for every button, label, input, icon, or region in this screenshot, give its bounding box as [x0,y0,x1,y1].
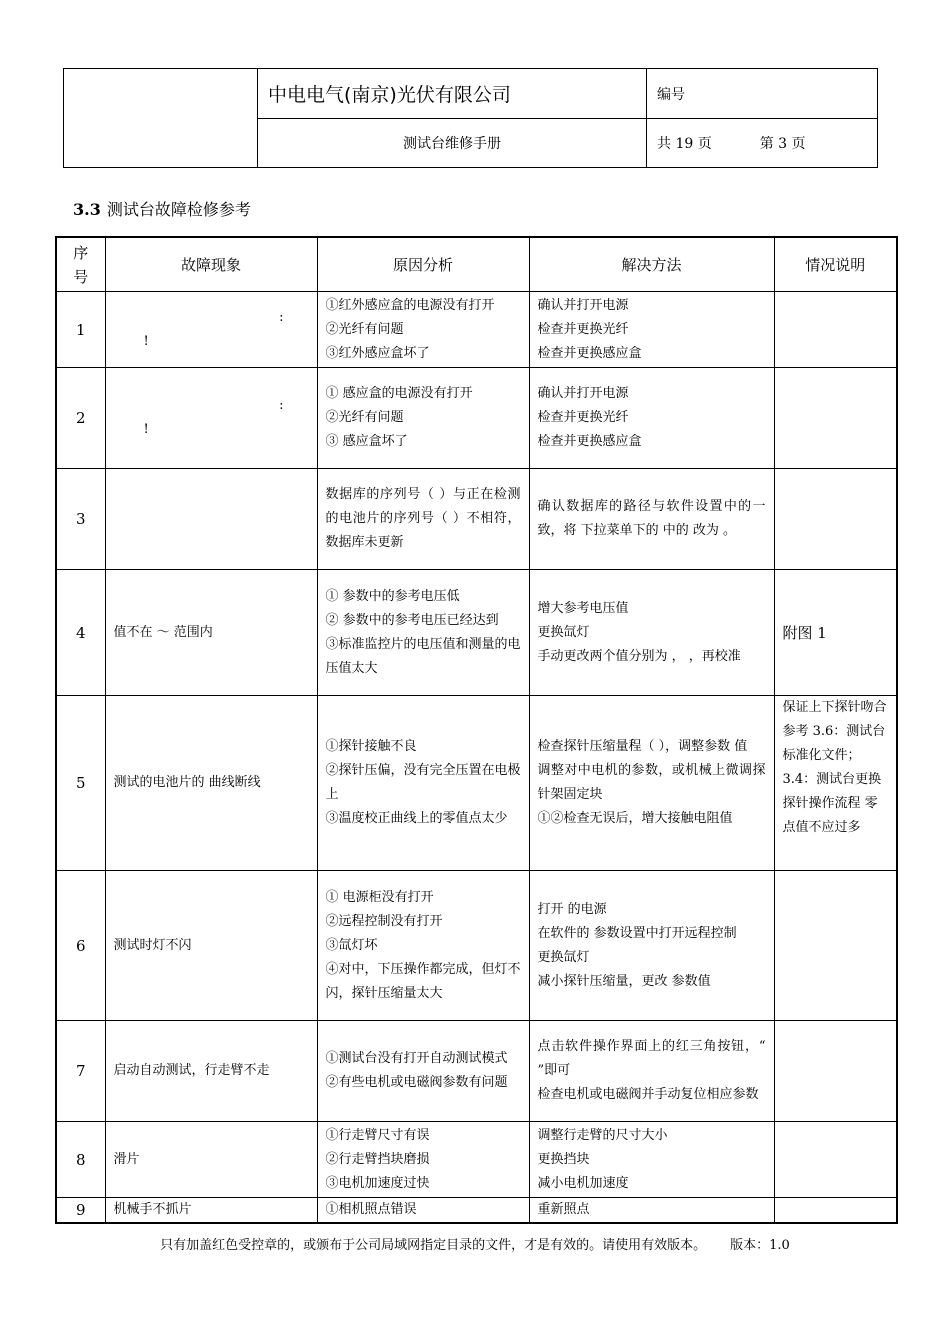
solution-line: 减小探针压缩量，更改 参数值 [537,973,711,989]
row-number: 5 [56,696,105,871]
solution-line: 打开 的电源 [537,901,607,917]
note-cell [774,292,897,368]
cause-line: ③红外感应盒坏了 [325,345,430,361]
solution-line: 增大参考电压值 [537,600,629,616]
cause-line: ① 电源柜没有打开 [325,889,434,905]
table-row [56,368,897,469]
fault-table [55,236,898,1224]
solution-line: 更换氙灯 [537,624,590,640]
cause-line: ②行走臂挡块磨损 [325,1151,430,1167]
table-row [56,871,897,1021]
cause-line: ①测试台没有打开自动测试模式 [325,1051,508,1066]
footer-version: 版本：1.0 [730,1238,790,1253]
solution-line: 减小电机加速度 [537,1175,629,1191]
table-row [56,1198,897,1224]
total-pages: 共 19 页 [657,136,712,152]
fault-mark: : [279,309,284,325]
footer-notice: 只有加盖红色受控章的，或颁布于公司局域网指定目录的文件，才是有效的。请使用有效版本。 [160,1238,707,1253]
cause-cell [317,1021,529,1122]
table-header-row [56,237,897,292]
solution-line: 检查并更换光纤 [537,410,629,425]
fault-cell: 测试时灯不闪 [105,871,317,1021]
cause-cell [317,871,529,1021]
fault-cell: 值不在 ～ 范围内 [105,570,317,696]
note-cell: 保证上下探针吻合 参考 3.6：测试台标准化文件；3.4：测试台更换探针操作流程 零点值不应过多 [774,696,897,871]
solution-line: 检查探针压缩量程（ ），调整参数 值 [537,739,748,754]
cause-line: ①相机照点错误 [325,1202,417,1217]
header-no: 序号 [56,237,105,292]
table-row [56,570,897,696]
cause-line: ①行走臂尺寸有误 [325,1127,430,1143]
current-page: 第 3 页 [759,136,806,152]
table-row [56,292,897,368]
row-number: 1 [56,292,105,368]
solution-line: 更换挡块 [537,1151,590,1167]
solution-cell [529,292,774,368]
fault-cell: 测试的电池片的 曲线断线 [105,696,317,871]
fault-cell: 机械手不抓片 [105,1198,317,1224]
solution-line: 确认并打开电源 [537,386,629,401]
company-name: 中电电气(南京)光伏有限公司 [258,69,647,119]
note-cell [774,368,897,469]
solution-line: 检查并更换感应盒 [537,345,642,361]
solution-line: 检查并更换感应盒 [537,434,642,449]
note-cell: 附图 1 [774,570,897,696]
cause-line: ①探针接触不良 [325,739,417,754]
solution-cell [529,1122,774,1198]
cause-line: ①红外感应盒的电源没有打开 [325,297,495,313]
note-cell [774,1198,897,1224]
cause-cell [317,696,529,871]
document-header [63,68,878,168]
table-row [56,1021,897,1122]
section-title: 测试台故障检修参考 [106,200,251,219]
solution-line: 检查电机或电磁阀并手动复位相应参数 [537,1087,759,1102]
manual-title: 测试台维修手册 [258,119,647,168]
solution-cell [529,1021,774,1122]
solution-line: 检查并更换光纤 [537,321,629,337]
table-row [56,1122,897,1198]
cause-line: ③电机加速度过快 [325,1175,430,1191]
solution-line: 重新照点 [537,1202,590,1217]
row-number: 4 [56,570,105,696]
cause-line: ②远程控制没有打开 [325,913,443,929]
solution-line: 确认数据库的路径与软件设置中的一致，将 下拉菜单下的 中的 改为 。 [537,499,766,538]
solution-cell [529,696,774,871]
cause-line: ④对中，下压操作都完成，但灯不闪，探针压缩量太大 [325,961,521,1001]
cause-cell [317,1198,529,1224]
cause-cell [317,1122,529,1198]
page-info [647,119,878,168]
cause-line: ③标准监控片的电压值和测量的电压值太大 [325,636,521,676]
cause-line: ③ 感应盒坏了 [325,434,408,449]
solution-line: 在软件的 参数设置中打开远程控制 [537,925,737,941]
cause-cell [317,368,529,469]
solution-line: 点击软件操作界面上的红三角按钮，“ ”即可 [537,1039,766,1078]
section-heading [73,197,251,220]
row-number: 2 [56,368,105,469]
cause-line: 数据库的序列号（ ）与正在检测的电池片的序列号（ ）不相符，数据库未更新 [325,487,521,550]
cause-line: ②光纤有问题 [325,410,404,425]
row-number: 8 [56,1122,105,1198]
document-code-label: 编号 [647,69,878,119]
cause-line: ① 参数中的参考电压低 [325,588,460,604]
fault-cell: 启动自动测试，行走臂不走 [105,1021,317,1122]
row-number: 6 [56,871,105,1021]
fault-cell [105,292,317,368]
row-number: 9 [56,1198,105,1224]
header-note: 情况说明 [774,237,897,292]
fault-mark: ! [143,422,149,437]
fault-mark: ! [143,333,149,349]
solution-line: 调整对中电机的参数，或机械上微调探针架固定块 [537,763,766,802]
logo-cell [64,69,258,168]
cause-cell [317,292,529,368]
fault-cell: 滑片 [105,1122,317,1198]
solution-line: 更换氙灯 [537,949,590,965]
fault-cell [105,368,317,469]
solution-cell [529,570,774,696]
solution-line: 手动更改两个值分别为 ， ，再校准 [537,648,741,664]
solution-cell [529,1198,774,1224]
row-number: 7 [56,1021,105,1122]
cause-line: ②光纤有问题 [325,321,404,337]
cause-line: ② 参数中的参考电压已经达到 [325,612,499,628]
table-row [56,469,897,570]
cause-cell [317,469,529,570]
cause-cell [317,570,529,696]
cause-line: ③氙灯坏 [325,937,378,953]
solution-cell [529,871,774,1021]
cause-line: ① 感应盒的电源没有打开 [325,386,473,401]
footer [0,1234,950,1253]
cause-line: ③温度校正曲线上的零值点太少 [325,811,508,826]
header-cause: 原因分析 [317,237,529,292]
fault-mark: : [279,398,284,413]
note-cell [774,1021,897,1122]
fault-cell [105,469,317,570]
note-cell [774,469,897,570]
section-number: 3.3 [73,200,101,219]
solution-cell [529,469,774,570]
solution-line: 确认并打开电源 [537,297,629,313]
row-number: 3 [56,469,105,570]
solution-line: 调整行走臂的尺寸大小 [537,1127,668,1143]
note-cell [774,1122,897,1198]
note-cell [774,871,897,1021]
cause-line: ②有些电机或电磁阀参数有问题 [325,1075,508,1090]
cause-line: ②探针压偏，没有完全压置在电极上 [325,763,521,802]
header-solution: 解决方法 [529,237,774,292]
table-row [56,696,897,871]
solution-line: ①②检查无误后，增大接触电阻值 [537,811,733,826]
header-fault: 故障现象 [105,237,317,292]
solution-cell [529,368,774,469]
